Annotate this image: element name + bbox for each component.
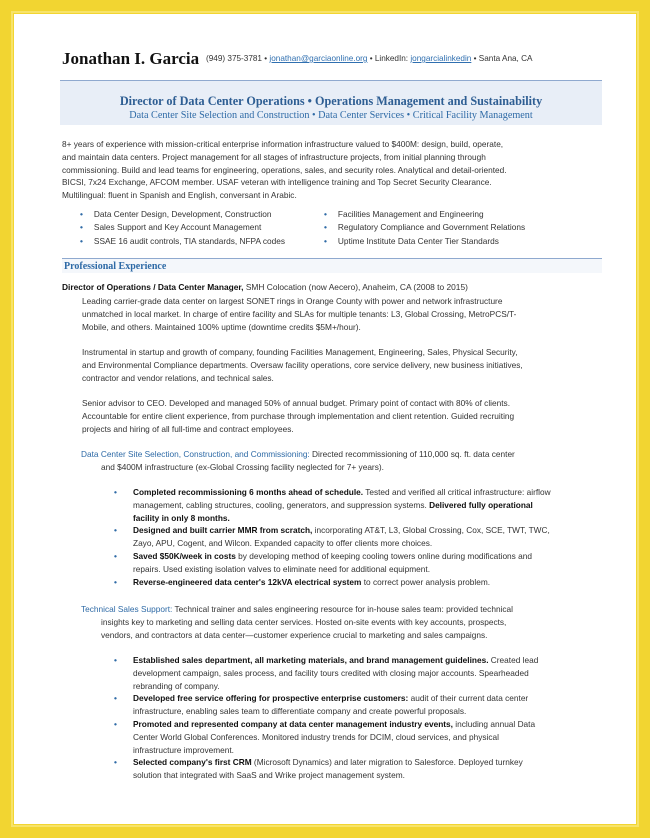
list-item	[114, 756, 604, 782]
text-line	[133, 756, 604, 769]
text: management, cabling structures, cooling, generators, and suppression systems.	[133, 499, 430, 510]
list-item	[114, 718, 604, 756]
bold-text: Saved $50K/week in costs	[133, 550, 236, 561]
ts-bullet-list	[114, 654, 604, 782]
text-line: contractor and vendor relations, and technical sales.	[82, 372, 274, 383]
text-line: Center World Global Conferences. Monitored industry trends for DCIM, cloud services, and physical	[133, 731, 499, 742]
text-line	[133, 718, 604, 731]
bullet-icon: •	[80, 235, 83, 246]
summary-paragraph	[62, 138, 592, 202]
text-line	[133, 550, 604, 563]
text-line	[133, 576, 604, 589]
bullet-icon: •	[114, 576, 117, 587]
text-line: and $400M infrastructure (ex-Global Crossing facility neglected for 7+ years).	[101, 461, 384, 472]
skill-text: Regulatory Compliance and Government Relations	[337, 222, 526, 233]
skill-item	[80, 235, 285, 248]
ts-subsection-intro	[81, 603, 513, 641]
bullet-icon: •	[80, 222, 83, 233]
text-line: Instrumental in startup and growth of company, founding Facilities Management, Engineering, Sales, Physical Security,	[82, 347, 518, 357]
skill-item	[324, 221, 525, 234]
text-line: rebranding of company.	[133, 680, 220, 691]
skill-text: Data Center Design, Development, Construction	[93, 209, 272, 219]
subsection-heading: Data Center Site Selection, Construction, and Commissioning:	[81, 449, 310, 459]
skill-text: SSAE 16 audit controls, TIA standards, NFPA codes	[93, 235, 285, 246]
job-company: SMH Colocation (now Aecero), Anaheim, CA (2008 to 2015)	[243, 282, 468, 292]
text-line	[133, 486, 604, 499]
list-item	[114, 576, 604, 589]
job-title: Director of Operations / Data Center Manager,	[62, 282, 244, 292]
text: Directed recommissioning of 110,000 sq. ft. data center	[309, 449, 515, 459]
text: audit of their current data center	[408, 693, 529, 704]
resume-page	[14, 14, 636, 824]
skill-item	[324, 235, 525, 248]
text-line	[81, 603, 513, 616]
text-line	[81, 448, 515, 461]
dc-bullet-list	[114, 486, 604, 588]
skills-left-column	[80, 208, 285, 248]
text: including annual Data	[452, 718, 536, 729]
list-item	[114, 550, 604, 576]
text-line: Accountable for entire client experience, from purchase through implementation and client retention. Guided recruiting	[82, 410, 515, 421]
text-line: development campaign, sales process, and facility tours credited with closing major accounts. Spearheaded	[133, 667, 529, 678]
text-line	[133, 654, 604, 667]
bullet-icon: •	[114, 757, 117, 768]
linkedin-label: • LinkedIn:	[367, 54, 411, 63]
bold-text: facility in only 8 months.	[133, 512, 230, 523]
text-line: projects and hiring of all full-time and contract employees.	[82, 423, 294, 434]
skill-text: Sales Support and Key Account Management	[93, 222, 262, 233]
text: (Microsoft Dynamics) and later migration to Salesforce. Deployed turnkey	[251, 757, 523, 768]
dc-subsection-intro	[81, 448, 515, 474]
list-item	[114, 692, 604, 718]
skills-right-column	[324, 208, 525, 248]
text: Tested and verified all critical infrastructure: airflow	[363, 487, 551, 497]
summary-line: BICSI, 7x24 Exchange, AFCOM member. USAF veteran with intelligence training and Top Secret Security Clearance.	[62, 177, 492, 188]
list-item	[114, 654, 604, 692]
summary-line: Multilingual: fluent in Spanish and English, conversant in Arabic.	[62, 190, 297, 201]
bold-text: Designed and built carrier MMR from scratch,	[133, 525, 313, 536]
bullet-icon: •	[324, 235, 327, 246]
text-line	[133, 692, 604, 705]
text: incorporating AT&T, L3, Global Crossing, Cox, SCE, TWT, TWC,	[312, 525, 550, 536]
job-paragraph-1	[82, 295, 516, 333]
bullet-icon: •	[324, 209, 327, 219]
separator: •	[262, 54, 270, 63]
text-line: unmatched in local market. In charge of entire facility and SLAs for multiple tenants: L3, Global Crossing, MetroPCS/T-	[82, 308, 517, 319]
list-item	[114, 486, 604, 524]
bullet-icon: •	[114, 718, 117, 729]
bold-text: Established sales department, all marketing materials, and brand management guidelines.	[133, 655, 489, 665]
bullet-icon: •	[114, 655, 117, 665]
summary-line: and maintain data centers. Project management for all stages of infrastructure projects, from initial planning through	[62, 151, 486, 162]
section-header	[62, 258, 602, 273]
bold-text: Completed recommissioning 6 months ahead of schedule.	[133, 487, 364, 497]
bullet-icon: •	[114, 525, 117, 536]
text-line: insights key to marketing and selling data center services. Hosted on-site events with key accounts, prospects,	[101, 616, 507, 627]
bold-text: Developed free service offering for prospective enterprise customers:	[133, 693, 409, 704]
text-line	[133, 499, 604, 512]
bold-text: Promoted and represented company at data center management industry events,	[133, 718, 453, 729]
text-line: solution that integrated with SaaS and Wrike project management system.	[133, 770, 405, 781]
text-line: infrastructure improvement.	[133, 744, 234, 755]
candidate-name: Jonathan I. Garcia	[62, 49, 200, 68]
contact-line	[206, 54, 532, 63]
skill-item	[80, 208, 285, 221]
email-link[interactable]: jonathan@garciaonline.org	[269, 54, 368, 63]
subsection-heading: Technical Sales Support:	[81, 604, 173, 614]
skill-text: Uptime Institute Data Center Tier Standards	[337, 235, 499, 246]
text-line: and Environmental Compliance departments. Oversaw facility operations, core service delivery, new business initiatives,	[82, 359, 523, 370]
text-line: Leading carrier-grade data center on largest SONET rings in Orange County with power and network infrastructure	[82, 296, 503, 306]
job-paragraph-2	[82, 346, 523, 384]
text: Technical trainer and sales engineering resource for in-house sales team: provided technical	[172, 604, 514, 614]
job-heading	[62, 282, 468, 292]
headline: Director of Data Center Operations • Operations Management and Sustainability	[119, 94, 543, 108]
bullet-icon: •	[324, 222, 327, 233]
text-line: Mobile, and others. Maintained 100% uptime (downtime credits $5M+/hour).	[82, 321, 361, 332]
section-title: Professional Experience	[64, 261, 167, 272]
summary-line: commissioning. Build and lead teams for engineering, operations, sales, and security roles. Analytical and detail-oriented.	[62, 164, 507, 175]
skill-item	[324, 208, 525, 221]
text-line: Senior advisor to CEO. Developed and managed 50% of annual budget. Primary point of contact with 80% of clients.	[82, 398, 510, 408]
bold-text: Reverse-engineered data center's 12kVA electrical system	[133, 576, 362, 587]
headline-banner	[60, 80, 602, 125]
bullet-icon: •	[114, 550, 117, 561]
phone: (949) 375-3781	[206, 54, 262, 63]
skill-item	[80, 221, 285, 234]
location: • Santa Ana, CA	[471, 54, 533, 63]
text: Created lead	[488, 655, 539, 665]
bullet-icon: •	[114, 487, 117, 497]
bold-text: Selected company's first CRM	[133, 757, 252, 768]
bullet-icon: •	[80, 209, 83, 219]
text-line: infrastructure, enabling sales team to differentiate company and create powerful proposals.	[133, 706, 467, 717]
summary-line: 8+ years of experience with mission-critical enterprise information infrastructure valued to $400M: design, build, operate,	[62, 139, 504, 149]
job-paragraph-3	[82, 397, 514, 435]
text-line: Zayo, APU, Cogent, and Wilcon. Expanded capacity to offer clients more choices.	[133, 538, 433, 549]
text: to correct power analysis problem.	[361, 576, 491, 587]
bold-text: Delivered fully operational	[429, 499, 533, 510]
text: by developing method of keeping cooling towers online during modifications and	[235, 550, 532, 561]
text-line	[133, 524, 604, 537]
text-line: vendors, and contractors at data center—customer experience crucial to marketing and sales campaigns.	[101, 629, 488, 640]
sub-headline: Data Center Site Selection and Construction • Data Center Services • Critical Facility Management	[129, 110, 533, 121]
list-item	[114, 524, 604, 550]
text-line: repairs. Used existing isolation valves to eliminate need for additional equipment.	[133, 563, 431, 574]
linkedin-link[interactable]: jongarcialinkedin	[410, 54, 472, 63]
text-line	[133, 512, 604, 525]
skill-text: Facilities Management and Engineering	[337, 209, 484, 219]
bullet-icon: •	[114, 693, 117, 704]
